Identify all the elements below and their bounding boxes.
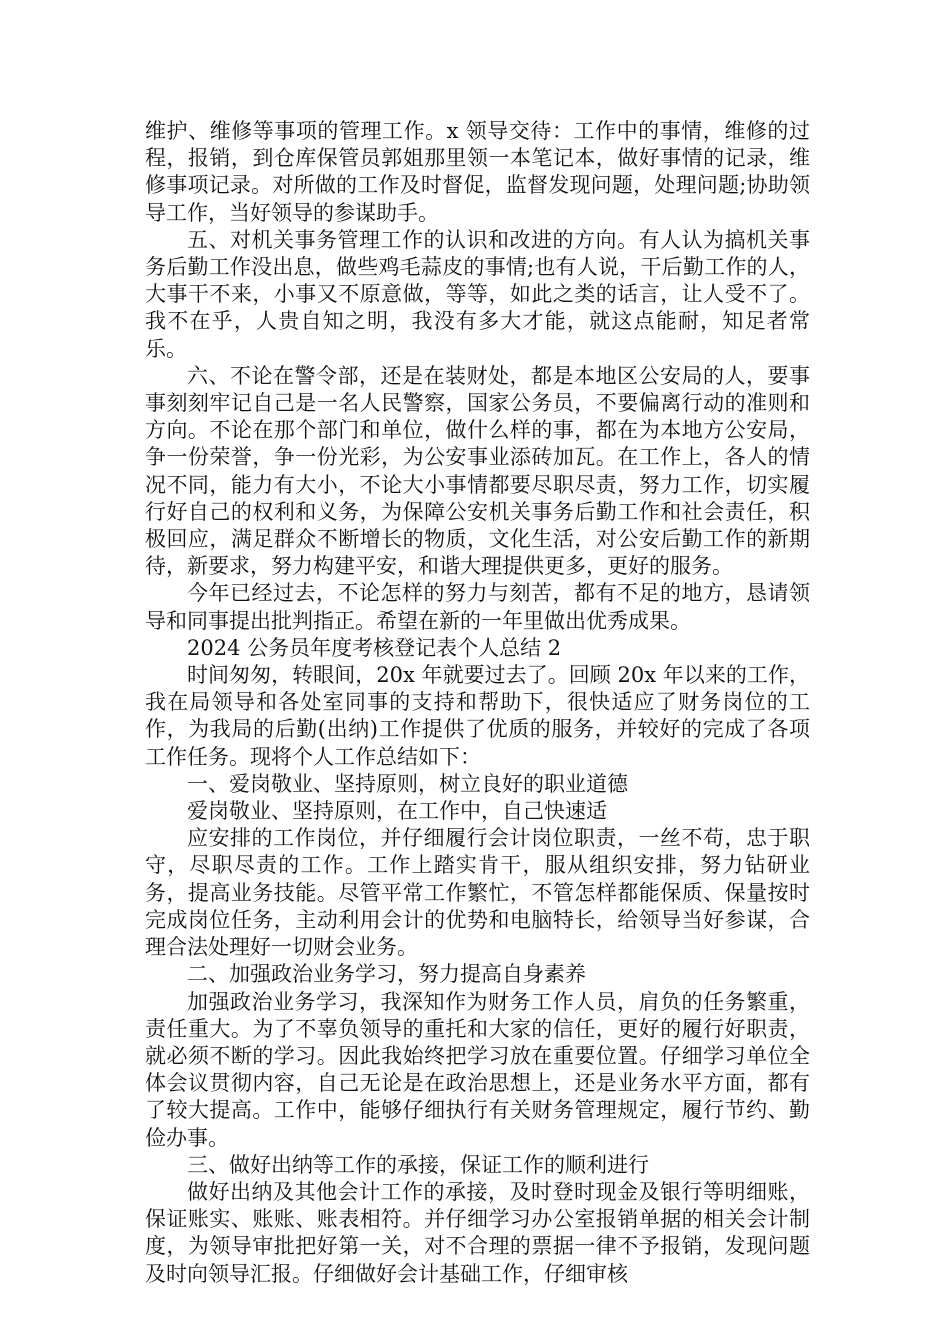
paragraph-maintenance-duties: 维护、维修等事项的管理工作。x 领导交待：工作中的事情，维修的过程，报销，到仓库保管员郭姐那里领一本笔记本，做好事情的记录，维修事项记录。对所做的工作及时督促，监督发现问题，处理问题;协助领导工作，当好领导的参谋助手。 [145,119,810,225]
paragraph-dedication-body: 应安排的工作岗位，并仔细履行会计岗位职责，一丝不苟，忠于职守，尽职尽责的工作。工作上踏实肯干，服从组织安排，努力钻研业务，提高业务技能。尽管平常工作繁忙，不管怎样都能保质、保量按时完成岗位任务，主动利用会计的优势和电脑特长，给领导当好参谋，合理合法处理好一切财会业务。 [145,826,810,960]
paragraph-intro-summary-2: 时间匆匆，转眼间，20x 年就要过去了。回顾 20x 年以来的工作，我在局领导和各处室同事的支持和帮助下，很快适应了财务岗位的工作，为我局的后勤(出纳)工作提供了优质的服务，并较好的完成了各项工作任务。现将个人工作总结如下： [145,663,810,769]
paragraph-section-six: 六、不论在警令部，还是在装财处，都是本地区公安局的人，要事事刻刻牢记自己是一名人民警察，国家公务员，不要偏离行动的准则和方向。不论在那个部门和单位，做什么样的事，都在为本地方公安局，争一份荣誉，争一份光彩，为公安事业添砖加瓦。在工作上，各人的情况不同，能力有大小，不论大小事情都要尽职尽责，努力工作，切实履行好自己的权利和义务，为保障公安机关事务后勤工作和社会责任，积极回应，满足群众不断增长的物质，文化生活，对公安后勤工作的新期待，新要求，努力构建平安，和谐大理提供更多，更好的服务。 [145,363,810,579]
paragraph-cashier-handover: 做好出纳及其他会计工作的承接，及时登时现金及银行等明细账，保证账实、账账、账表相符。并仔细学习办公室报销单据的相关会计制度，为领导审批把好第一关，对不合理的票据一律不予报销，发现问题及时向领导汇报。仔细做好会计基础工作，仔细审核 [145,1179,810,1286]
document-body [145,118,810,1288]
subheading-two: 二、加强政治业务学习，努力提高自身素养 [187,962,586,987]
subheading-three: 三、做好出纳等工作的承接，保证工作的顺利进行 [187,1152,649,1177]
paragraph-closing-remarks: 今年已经过去，不论怎样的努力与刻苦，都有不足的地方，恳请领导和同事提出批判指正。希望在新的一年里做出优秀成果。 [145,581,810,633]
section-title-summary-2: 2024 公务员年度考核登记表个人总结 2 [187,635,562,660]
paragraph-dedication-start: 爱岗敬业、坚持原则，在工作中，自己快速适 [187,799,607,824]
paragraph-section-five: 五、对机关事务管理工作的认识和改进的方向。有人认为搞机关事务后勤工作没出息，做些鸡毛蒜皮的事情;也有人说，干后勤工作的人，大事干不来，小事又不原意做，等等，如此之类的话言，让人受不了。我不在乎，人贵自知之明，我没有多大才能，就这点能耐，知足者常乐。 [145,227,810,361]
paragraph-study: 加强政治业务学习，我深知作为财务工作人员，肩负的任务繁重，责任重大。为了不辜负领导的重托和大家的信任，更好的履行好职责，就必须不断的学习。因此我始终把学习放在重要位置。仔细学习单位全体会议贯彻内容，自己无论是在政治思想上，还是业务水平方面，都有了较大提高。工作中，能够仔细执行有关财务管理规定，履行节约、勤俭办事。 [145,989,810,1150]
subheading-one: 一、爱岗敬业、坚持原则，树立良好的职业道德 [187,771,628,796]
